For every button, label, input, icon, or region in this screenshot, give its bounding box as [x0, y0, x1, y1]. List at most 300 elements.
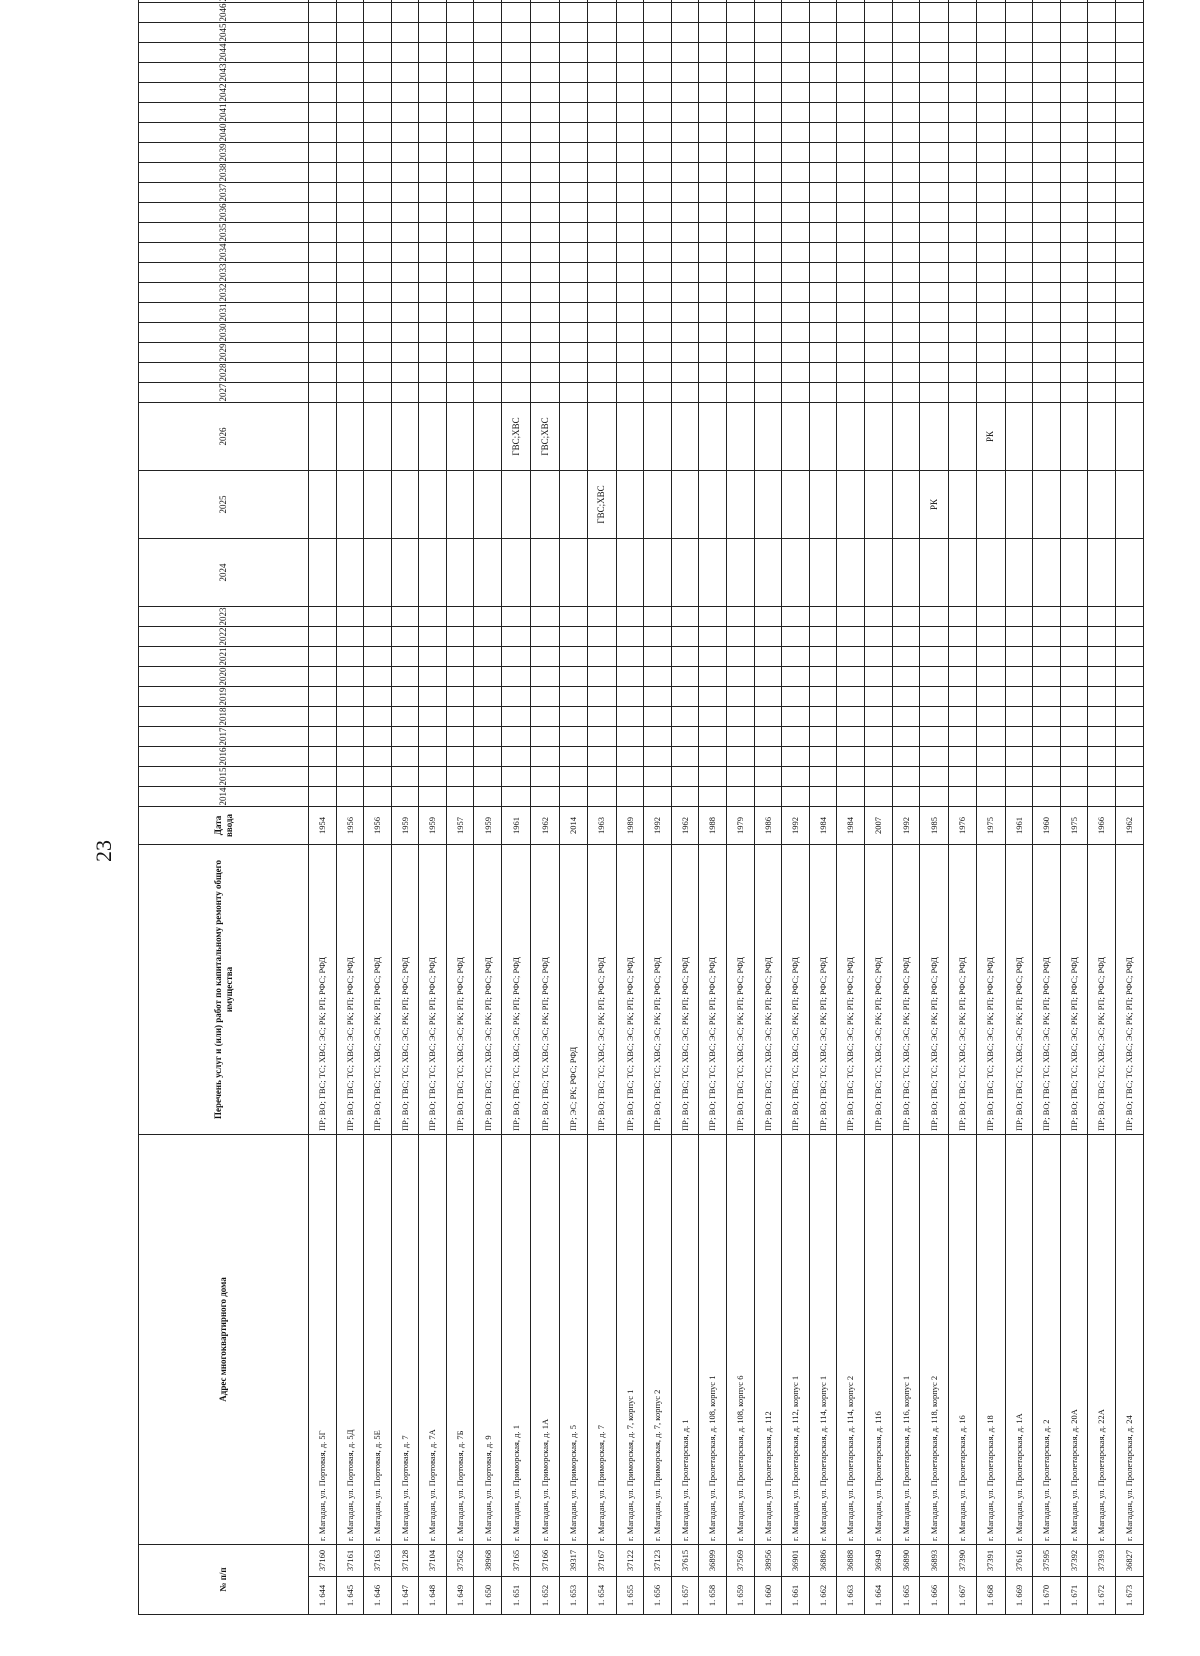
year-cell [671, 746, 699, 766]
row-number: 1. 658 [699, 1577, 727, 1615]
year-cell [864, 342, 892, 362]
year-cell [531, 746, 560, 766]
year-cell [976, 182, 1005, 202]
year-cell [1116, 242, 1144, 262]
year-cell [699, 470, 727, 538]
year-cell [699, 626, 727, 646]
year-cell [587, 362, 616, 382]
year-cell [1088, 242, 1116, 262]
year-cell [1033, 262, 1061, 282]
year-cell [531, 182, 560, 202]
year-cell [587, 82, 616, 102]
year-cell [782, 706, 810, 726]
year-cell [446, 262, 474, 282]
year-cell [727, 382, 755, 402]
year-cell [531, 202, 560, 222]
year-cell [644, 162, 672, 182]
year-cell [1005, 766, 1033, 786]
year-cell [309, 786, 337, 806]
table-row [809, 0, 837, 1615]
building-address: г. Магадан, ул. Портовая, д. 5Е [364, 1134, 392, 1544]
year-cell [1005, 0, 1033, 2]
year-cell [502, 182, 531, 202]
row-number: 1. 667 [949, 1577, 977, 1615]
year-cell [644, 606, 672, 626]
year-cell [837, 122, 865, 142]
year-cell [920, 122, 949, 142]
year-cell [809, 382, 837, 402]
year-cell [364, 242, 392, 262]
year-cell [1088, 382, 1116, 402]
year-cell [309, 322, 337, 342]
year-cell [1088, 766, 1116, 786]
year-cell [419, 402, 447, 470]
year-cell [1060, 646, 1088, 666]
year-cell [699, 538, 727, 606]
year-cell [892, 82, 920, 102]
table-row [976, 0, 1005, 1615]
year-cell [1060, 786, 1088, 806]
row-number: 1. 657 [671, 1577, 699, 1615]
year-cell [754, 706, 782, 726]
year-cell [309, 706, 337, 726]
table-body [309, 0, 1144, 1615]
year-cell [419, 62, 447, 82]
year-cell [474, 242, 502, 262]
year-cell [1033, 382, 1061, 402]
year-cell [1116, 342, 1144, 362]
year-cell [782, 0, 810, 2]
building-code: 37161 [336, 1544, 364, 1576]
building-code: 38968 [474, 1544, 502, 1576]
year-cell [949, 42, 977, 62]
year-cell [782, 182, 810, 202]
page-number: 23 [91, 840, 116, 862]
year-cell [616, 646, 644, 666]
work-list: ПР; ВО; ГВС; ТС; ХВС; ЭС; РК; РП; РФС; РФД [920, 844, 949, 1134]
work-list: ПР; ЭС; РК; РФС; РФД [560, 844, 588, 1134]
year-header: 2019 [139, 686, 309, 706]
year-cell [446, 766, 474, 786]
year-cell [949, 162, 977, 182]
work-list: ПР; ВО; ГВС; ТС; ХВС; ЭС; РК; РП; РФС; РФД [976, 844, 1005, 1134]
year-cell [699, 686, 727, 706]
year-cell [531, 686, 560, 706]
work-list: ПР; ВО; ГВС; ТС; ХВС; ЭС; РК; РП; РФС; РФД [864, 844, 892, 1134]
year-cell [976, 282, 1005, 302]
year-cell [616, 726, 644, 746]
entry-date: 1961 [1005, 806, 1033, 844]
year-cell [531, 102, 560, 122]
entry-date: 1975 [976, 806, 1005, 844]
year-cell [364, 182, 392, 202]
year-cell [920, 222, 949, 242]
year-cell [560, 0, 588, 2]
year-cell [727, 538, 755, 606]
header-num: № п/п [139, 1544, 309, 1614]
year-cell [949, 142, 977, 162]
year-cell [727, 262, 755, 282]
building-address: г. Магадан, ул. Пролетарская, д. 108, корпус 1 [699, 1134, 727, 1544]
year-cell [616, 470, 644, 538]
year-cell [1116, 182, 1144, 202]
building-address: г. Магадан, ул. Пролетарская, д. 16 [949, 1134, 977, 1544]
table-row [671, 0, 699, 1615]
year-cell [727, 606, 755, 626]
year-cell [699, 302, 727, 322]
entry-date: 1956 [364, 806, 392, 844]
year-cell [920, 706, 949, 726]
year-cell [364, 786, 392, 806]
table-row [419, 0, 447, 1615]
year-cell [309, 122, 337, 142]
year-cell [391, 242, 419, 262]
year-cell [892, 0, 920, 2]
year-cell [364, 102, 392, 122]
table-row [864, 0, 892, 1615]
year-cell [1088, 0, 1116, 2]
year-cell [560, 102, 588, 122]
year-cell [616, 626, 644, 646]
year-cell [1060, 726, 1088, 746]
year-cell [809, 22, 837, 42]
year-cell [976, 766, 1005, 786]
year-cell [1116, 202, 1144, 222]
year-cell [336, 0, 364, 2]
year-cell [336, 726, 364, 746]
year-cell [1088, 262, 1116, 282]
work-list: ПР; ВО; ГВС; ТС; ХВС; ЭС; РК; РП; РФС; РФД [837, 844, 865, 1134]
year-cell [892, 342, 920, 362]
year-cell [1005, 182, 1033, 202]
year-cell [1060, 222, 1088, 242]
year-cell [446, 182, 474, 202]
year-cell [920, 606, 949, 626]
year-cell [727, 242, 755, 262]
year-cell [644, 22, 672, 42]
year-cell [531, 222, 560, 242]
year-header: 2044 [139, 42, 309, 62]
entry-date: 1959 [474, 806, 502, 844]
year-cell [727, 302, 755, 322]
year-cell [837, 402, 865, 470]
year-cell [1088, 706, 1116, 726]
year-cell [531, 362, 560, 382]
year-cell [474, 102, 502, 122]
building-code: 37163 [364, 1544, 392, 1576]
row-number: 1. 663 [837, 1577, 865, 1615]
year-cell [920, 746, 949, 766]
work-list: ПР; ВО; ГВС; ТС; ХВС; ЭС; РК; РП; РФС; РФД [446, 844, 474, 1134]
year-cell [754, 382, 782, 402]
year-cell [837, 262, 865, 282]
entry-date: 1992 [644, 806, 672, 844]
year-cell [1116, 122, 1144, 142]
year-cell [531, 606, 560, 626]
year-cell [446, 0, 474, 2]
building-address: г. Магадан, ул. Портовая, д. 7А [419, 1134, 447, 1544]
year-cell [336, 538, 364, 606]
year-cell [1005, 538, 1033, 606]
work-list: ПР; ВО; ГВС; ТС; ХВС; ЭС; РК; РП; РФС; РФД [1060, 844, 1088, 1134]
building-code: 37160 [309, 1544, 337, 1576]
year-header: 2028 [139, 362, 309, 382]
year-cell [419, 686, 447, 706]
year-cell [531, 666, 560, 686]
year-cell [502, 242, 531, 262]
year-header: 2041 [139, 102, 309, 122]
year-cell [754, 182, 782, 202]
year-cell [1033, 402, 1061, 470]
year-cell [1116, 746, 1144, 766]
year-cell [391, 322, 419, 342]
year-cell [616, 402, 644, 470]
year-cell [502, 382, 531, 402]
year-cell [587, 142, 616, 162]
year-cell [892, 202, 920, 222]
year-cell [837, 686, 865, 706]
row-number: 1. 644 [309, 1577, 337, 1615]
year-cell [671, 666, 699, 686]
year-header: 2043 [139, 62, 309, 82]
year-cell [1060, 142, 1088, 162]
year-cell [727, 122, 755, 142]
year-cell [1060, 362, 1088, 382]
year-cell [336, 122, 364, 142]
year-cell [560, 262, 588, 282]
year-cell [754, 342, 782, 362]
year-cell [920, 786, 949, 806]
year-cell [1005, 626, 1033, 646]
year-cell [560, 402, 588, 470]
table-row [782, 0, 810, 1615]
year-cell [671, 2, 699, 22]
year-cell [474, 686, 502, 706]
year-cell [309, 746, 337, 766]
row-number: 1. 660 [754, 1577, 782, 1615]
work-list: ПР; ВО; ГВС; ТС; ХВС; ЭС; РК; РП; РФС; РФД [809, 844, 837, 1134]
year-cell [1033, 202, 1061, 222]
year-cell [474, 222, 502, 242]
year-cell [644, 102, 672, 122]
year-cell [1116, 322, 1144, 342]
year-cell [727, 666, 755, 686]
year-cell [336, 62, 364, 82]
table-row [446, 0, 474, 1615]
year-cell [1088, 626, 1116, 646]
year-cell [892, 402, 920, 470]
year-cell [1005, 62, 1033, 82]
building-address: г. Магадан, ул. Пролетарская, д. 116 [864, 1134, 892, 1544]
table-row [644, 0, 672, 1615]
year-cell [616, 706, 644, 726]
building-address: г. Магадан, ул. Приморская, д. 7 [587, 1134, 616, 1544]
year-cell [782, 746, 810, 766]
year-cell [699, 322, 727, 342]
year-cell [391, 182, 419, 202]
year-cell [782, 202, 810, 222]
building-address: г. Магадан, ул. Пролетарская, д. 20А [1060, 1134, 1088, 1544]
year-cell [949, 62, 977, 82]
year-cell [671, 626, 699, 646]
year-cell [837, 626, 865, 646]
building-address: г. Магадан, ул. Приморская, д. 1 [502, 1134, 531, 1544]
year-cell [502, 726, 531, 746]
year-cell [727, 470, 755, 538]
year-cell [837, 62, 865, 82]
year-cell [1088, 746, 1116, 766]
year-cell [976, 342, 1005, 362]
year-cell [309, 42, 337, 62]
year-cell [671, 470, 699, 538]
work-list: ПР; ВО; ГВС; ТС; ХВС; ЭС; РК; РП; РФС; РФД [644, 844, 672, 1134]
year-cell [809, 470, 837, 538]
year-cell [644, 686, 672, 706]
year-cell [446, 746, 474, 766]
year-cell [754, 322, 782, 342]
year-cell [446, 162, 474, 182]
year-cell [949, 122, 977, 142]
year-cell [864, 82, 892, 102]
year-cell [837, 746, 865, 766]
year-cell [391, 666, 419, 686]
year-cell [531, 342, 560, 362]
year-cell [864, 182, 892, 202]
year-cell [364, 322, 392, 342]
building-address: г. Магадан, ул. Приморская, д. 5 [560, 1134, 588, 1544]
year-cell [1033, 626, 1061, 646]
year-cell [391, 786, 419, 806]
year-cell [1116, 706, 1144, 726]
year-header: 2026 [139, 402, 309, 470]
year-cell [892, 746, 920, 766]
capital-repair-schedule-table [138, 0, 1144, 1615]
year-cell [644, 646, 672, 666]
year-cell [949, 786, 977, 806]
year-cell [949, 342, 977, 362]
year-cell [782, 626, 810, 646]
year-cell [446, 142, 474, 162]
work-list: ПР; ВО; ГВС; ТС; ХВС; ЭС; РК; РП; РФС; РФД [364, 844, 392, 1134]
work-list: ПР; ВО; ГВС; ТС; ХВС; ЭС; РК; РП; РФС; РФД [1033, 844, 1061, 1134]
year-cell [364, 302, 392, 322]
year-cell [1060, 42, 1088, 62]
year-cell [336, 2, 364, 22]
year-cell [864, 2, 892, 22]
year-cell [1060, 322, 1088, 342]
year-cell [587, 0, 616, 2]
year-cell [837, 242, 865, 262]
year-cell [809, 242, 837, 262]
year-cell [949, 362, 977, 382]
year-cell [809, 102, 837, 122]
building-address: г. Магадан, ул. Портовая, д. 7 [391, 1134, 419, 1544]
year-cell [949, 626, 977, 646]
table-row [616, 0, 644, 1615]
year-cell [976, 262, 1005, 282]
year-cell [364, 606, 392, 626]
year-cell [1088, 182, 1116, 202]
year-cell [474, 302, 502, 322]
building-address: г. Магадан, ул. Пролетарская, д. 22А [1088, 1134, 1116, 1544]
year-cell [809, 322, 837, 342]
year-cell [644, 538, 672, 606]
year-cell [502, 62, 531, 82]
year-cell [1033, 786, 1061, 806]
year-cell [644, 82, 672, 102]
row-number: 1. 645 [336, 1577, 364, 1615]
year-cell [754, 262, 782, 282]
year-cell [309, 342, 337, 362]
year-cell [531, 322, 560, 342]
year-cell [446, 362, 474, 382]
year-cell [474, 402, 502, 470]
year-cell [616, 162, 644, 182]
row-number: 1. 671 [1060, 1577, 1088, 1615]
building-code: 37391 [976, 1544, 1005, 1576]
year-cell [671, 686, 699, 706]
year-cell [502, 282, 531, 302]
year-cell [671, 646, 699, 666]
year-cell [892, 382, 920, 402]
year-cell [1116, 470, 1144, 538]
year-cell [616, 302, 644, 322]
year-cell [364, 666, 392, 686]
row-number: 1. 656 [644, 1577, 672, 1615]
year-header: 2023 [139, 606, 309, 626]
year-cell [616, 142, 644, 162]
year-cell [391, 2, 419, 22]
year-cell [949, 606, 977, 626]
year-cell [1033, 102, 1061, 122]
year-cell [474, 262, 502, 282]
year-cell [644, 182, 672, 202]
year-cell [1060, 766, 1088, 786]
year-cell [892, 182, 920, 202]
year-cell [502, 686, 531, 706]
year-cell [976, 122, 1005, 142]
year-cell [671, 342, 699, 362]
year-cell [446, 102, 474, 122]
year-cell [309, 282, 337, 302]
year-cell [892, 646, 920, 666]
year-cell [949, 666, 977, 686]
year-cell [782, 122, 810, 142]
year-cell [949, 182, 977, 202]
year-header: 2040 [139, 122, 309, 142]
year-cell [782, 282, 810, 302]
year-cell [1005, 606, 1033, 626]
year-cell [309, 538, 337, 606]
year-cell [754, 766, 782, 786]
year-cell [1033, 2, 1061, 22]
year-cell [699, 122, 727, 142]
year-cell [949, 726, 977, 746]
work-list: ПР; ВО; ГВС; ТС; ХВС; ЭС; РК; РП; РФС; РФД [391, 844, 419, 1134]
year-cell [419, 606, 447, 626]
year-cell [727, 362, 755, 382]
year-cell [560, 282, 588, 302]
year-cell [560, 342, 588, 362]
year-cell [616, 202, 644, 222]
year-cell [391, 142, 419, 162]
year-cell [837, 706, 865, 726]
building-address: г. Магадан, ул. Портовая, д. 9 [474, 1134, 502, 1544]
year-cell [364, 766, 392, 786]
row-number: 1. 672 [1088, 1577, 1116, 1615]
year-cell [699, 746, 727, 766]
year-cell [474, 538, 502, 606]
